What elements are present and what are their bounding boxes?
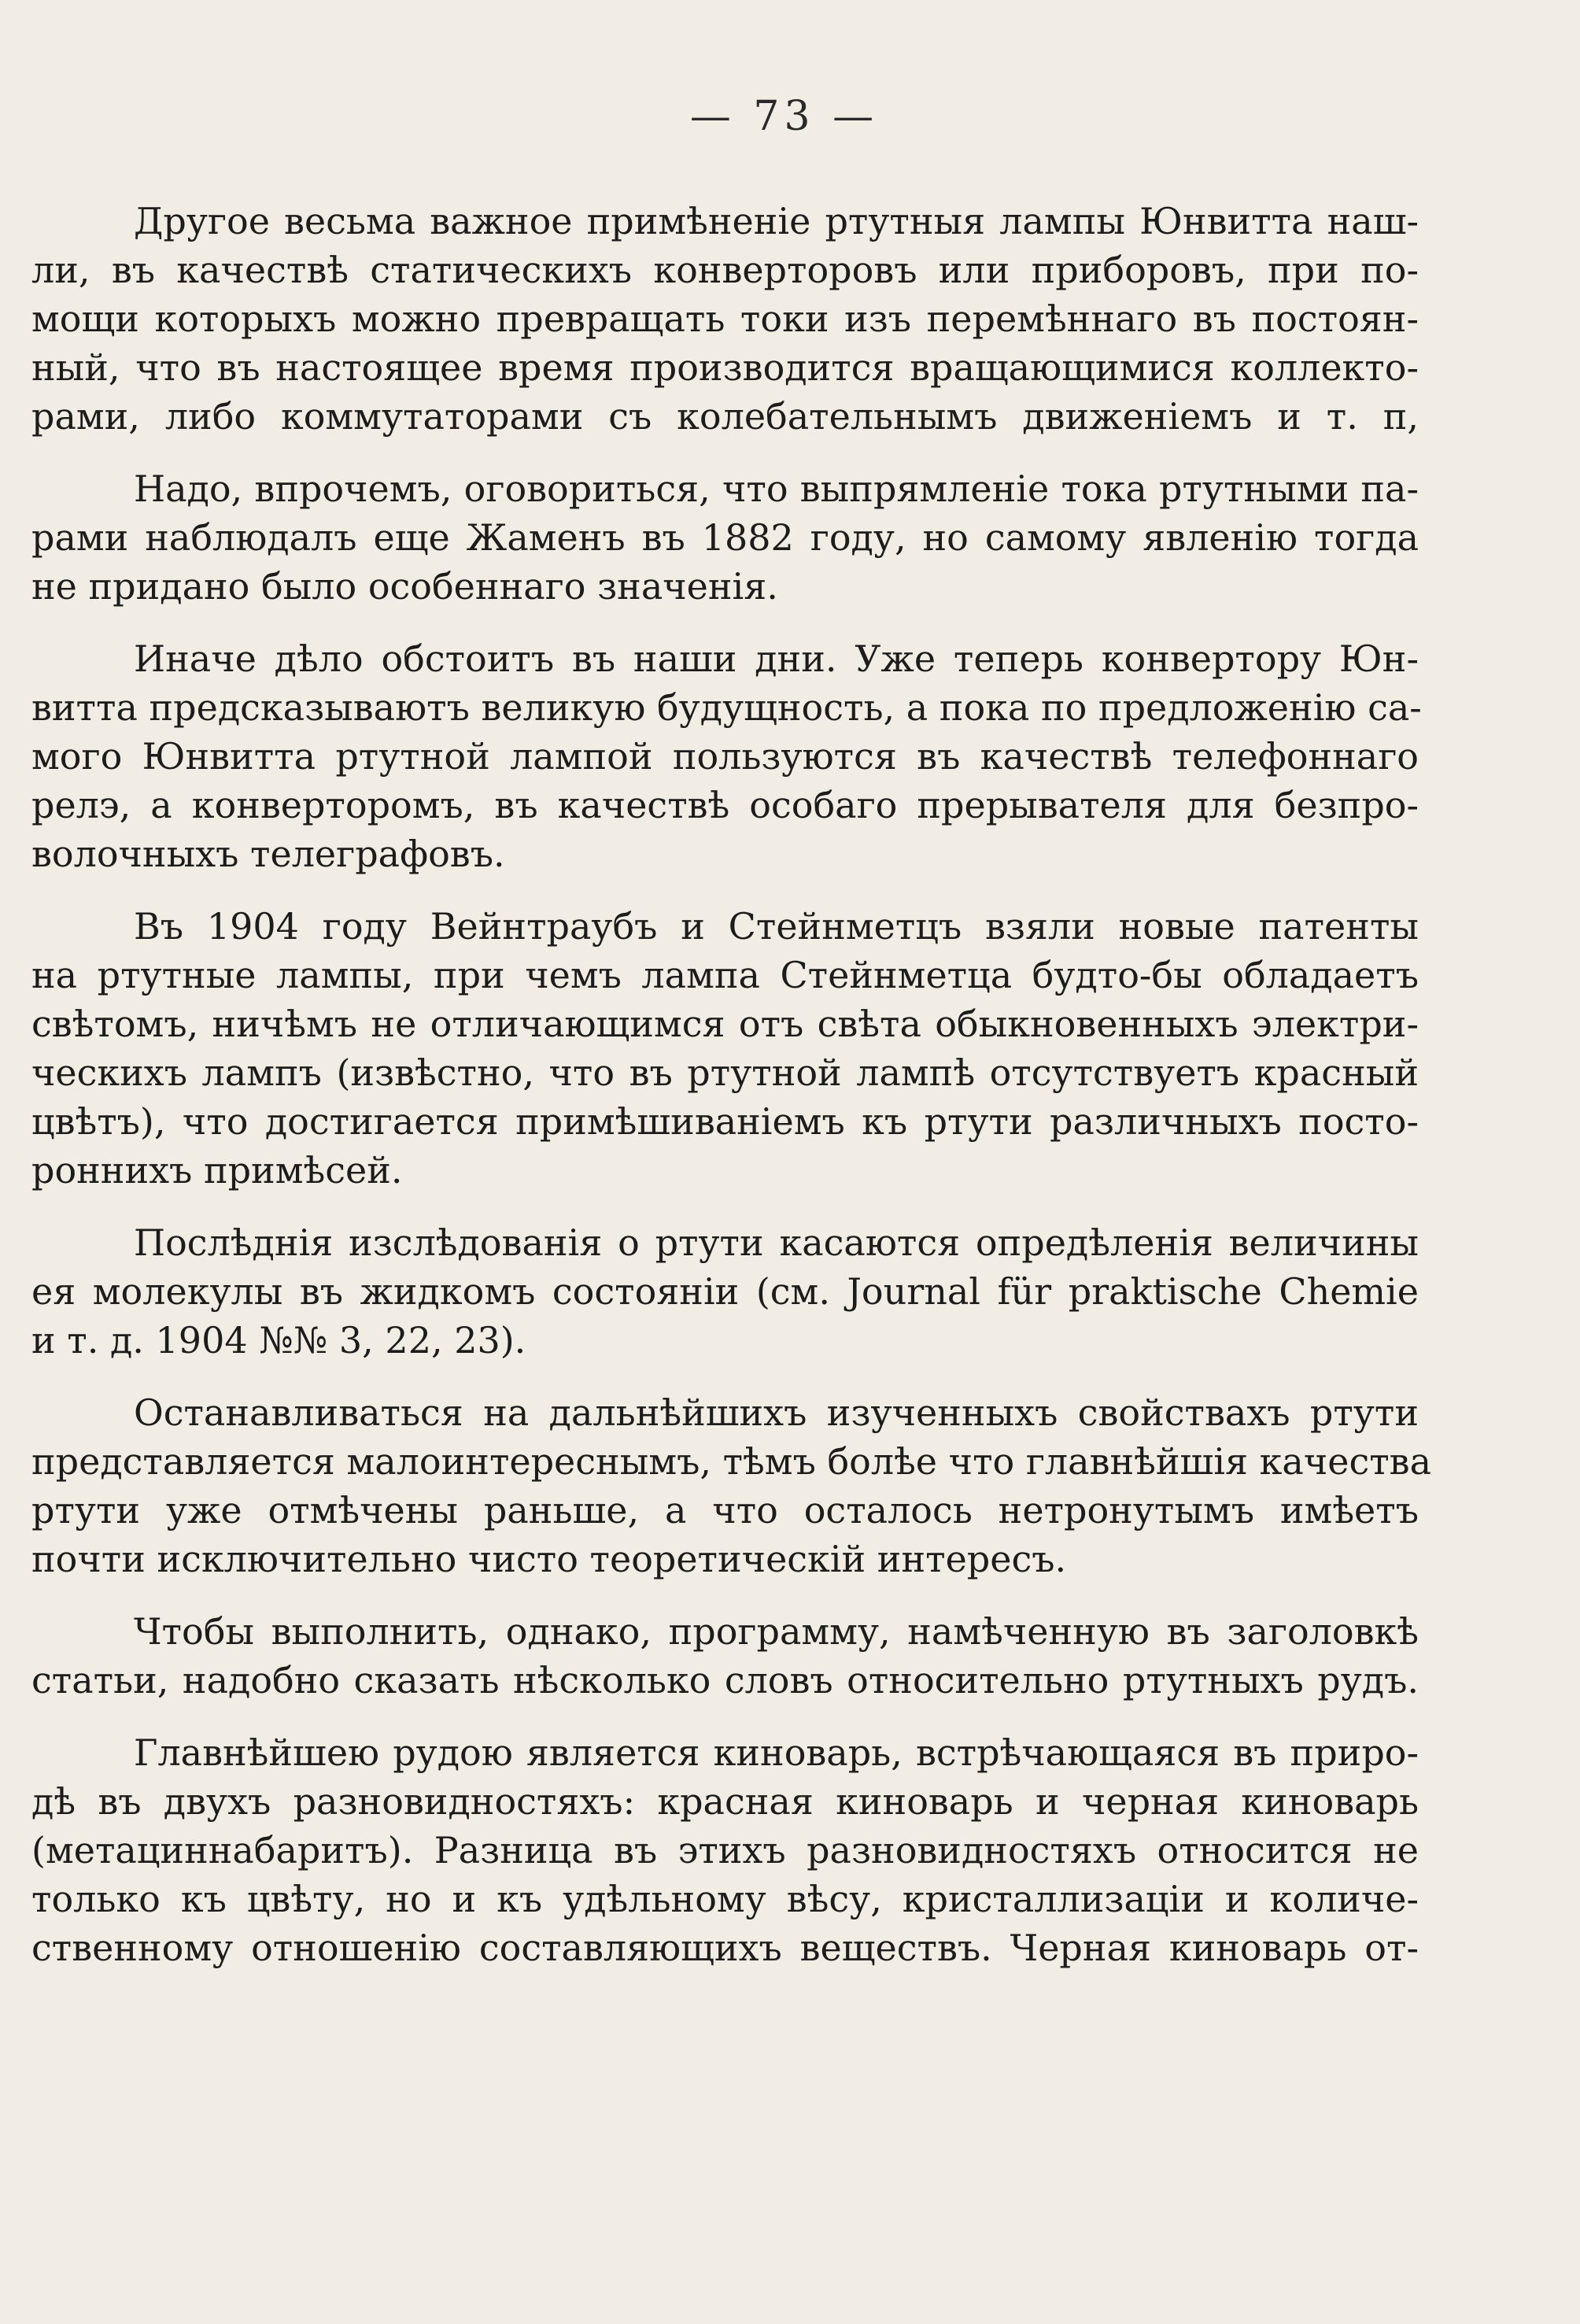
text-line: Главнѣйшею рудою является киноварь, встрѣчающаяся въ приро- [134,1731,1419,1774]
paragraph-4 [31,902,1419,1195]
paragraph-8 [31,1728,1419,1972]
text-line: Иначе дѣло обстоитъ въ наши дни. Уже теперь конвертору Юн- [134,637,1419,680]
paragraph-5 [31,1218,1419,1365]
text-line: свѣтомъ, ничѣмъ не отличающимся отъ свѣта обыкновенныхъ электри- [31,1003,1419,1045]
text-line: ртути уже отмѣчены раньше, а что осталось нетронутымъ имѣетъ [31,1489,1419,1531]
text-line: Другое весьма важное примѣненіе ртутныя лампы Юнвитта наш- [134,200,1419,242]
text-line: цвѣтъ), что достигается примѣшиваніемъ къ ртути различныхъ посто- [31,1100,1419,1143]
paragraph-6 [31,1388,1431,1583]
text-line: почти исключительно чисто теоретическій интересъ. [31,1538,1067,1580]
text-line: Надо, впрочемъ, оговориться, что выпрямленіе тока ртутными па- [134,467,1419,510]
text-line: Послѣднія изслѣдованія о ртути касаются опредѣленія величины [134,1221,1419,1264]
text-line: (метациннабаритъ). Разница въ этихъ разновидностяхъ относится не [31,1829,1419,1871]
text-line: ея молекулы въ жидкомъ состояніи (см. Journal für praktische Chemie [31,1270,1419,1313]
page-number: — 73 — [689,93,879,140]
text-line: Останавливаться на дальнѣйшихъ изученныхъ свойствахъ ртути [134,1391,1419,1434]
text-line: Чтобы выполнить, однако, программу, намѣченную въ заголовкѣ [134,1610,1419,1653]
text-line: дѣ въ двухъ разновидностяхъ: красная киноварь и черная киноварь [31,1780,1419,1823]
text-line: статьи, надобно сказать нѣсколько словъ относительно ртутныхъ рудъ. [31,1659,1419,1701]
paragraph-3 [31,634,1422,878]
text-line: волочныхъ телеграфовъ. [31,833,505,875]
text-line: на ртутные лампы, при чемъ лампа Стейнметца будто-бы обладаетъ [31,954,1419,996]
text-line: ный, что въ настоящее время производится вращающимися коллекто- [31,346,1419,389]
text-line: только къ цвѣту, но и къ удѣльному вѣсу, кристаллизаціи и количе- [31,1878,1419,1920]
text-line: ческихъ лампъ (извѣстно, что въ ртутной лампѣ отсутствуетъ красный [31,1051,1419,1094]
paragraph-1 [31,197,1419,441]
text-line: Въ 1904 году Вейнтраубъ и Стейнметцъ взяли новые патенты [134,905,1419,948]
text-line: не придано было особеннаго значенія. [31,565,778,608]
text-line: релэ, а конверторомъ, въ качествѣ особаго прерывателя для безпро- [31,784,1419,826]
text-line: роннихъ примѣсей. [31,1149,403,1192]
text-line: мощи которыхъ можно превращать токи изъ перемѣннаго въ постоян- [31,297,1419,340]
paragraph-7 [31,1607,1419,1705]
text-line: рами наблюдалъ еще Жаменъ въ 1882 году, но самому явленію тогда [31,516,1419,559]
text-line: рами, либо коммутаторами съ колебательнымъ движеніемъ и т. п, [31,395,1419,438]
text-line: представляется малоинтереснымъ, тѣмъ болѣе что главнѣйшія качества [31,1440,1431,1483]
text-line: и т. д. 1904 №№ 3, 22, 23). [31,1319,526,1362]
text-line: мого Юнвитта ртутной лампой пользуются въ качествѣ телефоннаго [31,735,1419,778]
paragraph-2 [31,464,1419,611]
text-line: ли, въ качествѣ статическихъ конверторовъ или приборовъ, при по- [31,249,1419,291]
text-line: ственному отношенію составляющихъ веществъ. Черная киноварь от- [31,1927,1419,1969]
text-line: витта предсказываютъ великую будущность, а пока по предложенію са- [31,686,1422,729]
